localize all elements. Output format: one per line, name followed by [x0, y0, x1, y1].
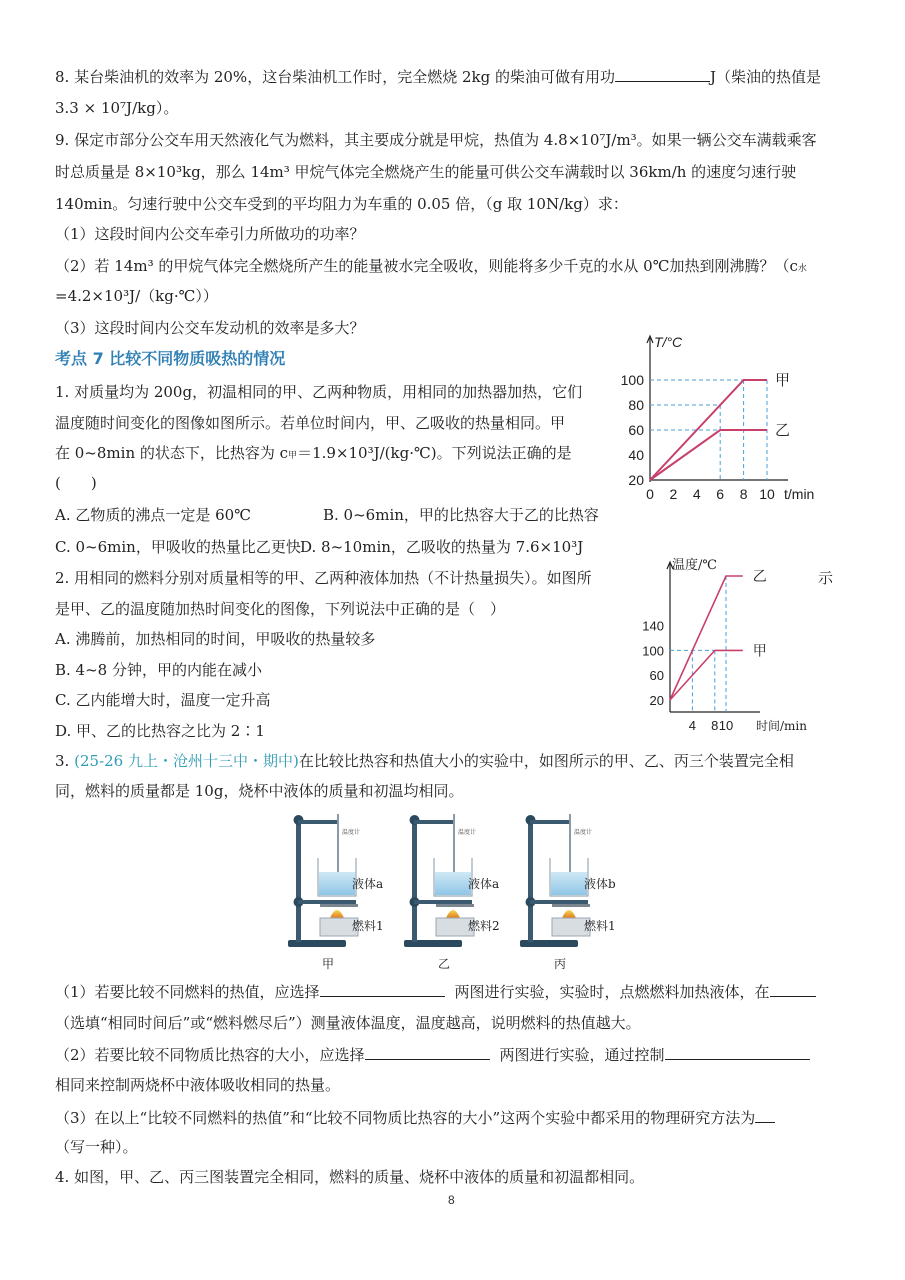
- s3-line2: 同，燃料的质量都是 10g，烧杯中液体的质量和初温均相同。: [55, 782, 464, 800]
- s3-part2: [55, 1044, 810, 1065]
- q8-text: J（柴油的热值是: [709, 68, 821, 86]
- section-heading: 考点 7 比较不同物质吸热的情况: [55, 349, 286, 368]
- s3-part3-cont: （写一种）。: [55, 1138, 138, 1156]
- s1-line1: 1. 对质量均为 200g，初温相同的甲、乙两种物质，用相同的加热器加热，它们: [55, 383, 583, 401]
- x-tick-label: 8: [711, 718, 719, 733]
- apparatus-yi: [404, 814, 500, 971]
- series-label: 乙: [775, 421, 791, 439]
- s2-line2: 是甲、乙的温度随加热时间变化的图像，下列说法中正确的是（ ）: [55, 600, 506, 618]
- s3-part2-cont: 相同来控制两烧杯中液体吸收相同的热量。: [55, 1076, 341, 1094]
- s1-answer-paren[interactable]: ( ): [55, 474, 97, 492]
- apparatus-figure: [280, 806, 630, 976]
- x-tick-label: 8: [739, 486, 748, 502]
- subscript: 甲: [288, 451, 298, 461]
- y-tick-label: 20: [649, 693, 664, 708]
- fuel-label: 燃料1: [352, 919, 384, 933]
- q9-line2: 时总质量是 8×10³kg，那么 14m³ 甲烷气体完全燃烧产生的能量可供公交车满载时以 36km/h 的速度匀速行驶: [55, 163, 797, 181]
- thermometer-label: 温度计: [574, 829, 593, 836]
- fuel-label: 燃料1: [584, 919, 616, 933]
- y-tick-label: 140: [642, 618, 664, 634]
- s1-line3: [55, 443, 572, 466]
- answer-blank[interactable]: [755, 1107, 775, 1123]
- s4-line1: 4. 如图，甲、乙、丙三图装置完全相同，燃料的质量、烧杯中液体的质量和初温都相同。: [55, 1168, 645, 1186]
- y-tick-label: 60: [649, 668, 664, 684]
- s3-line1: [55, 751, 794, 771]
- caption-yi: 乙: [438, 957, 451, 971]
- s2-stray-char: 示: [818, 569, 834, 587]
- y-tick-label: 20: [628, 472, 644, 488]
- s2-option-b: B. 4~8 分钟，甲的内能在减小: [55, 661, 262, 679]
- answer-blank[interactable]: [615, 66, 710, 82]
- series-label: 乙: [752, 569, 767, 585]
- s3-part1-cont: （选填“相同时间后”或“燃料燃尽后”）测量液体温度，温度越高，说明燃料的热值越大。: [55, 1014, 641, 1032]
- x-axis-label: t/min: [784, 486, 815, 502]
- x-tick-label: 0: [646, 486, 654, 502]
- q8-line1: [55, 66, 821, 87]
- answer-blank[interactable]: [365, 1044, 490, 1060]
- series-label: 甲: [752, 643, 767, 660]
- y-tick-label: 80: [628, 397, 644, 413]
- q9-part3: （3）这段时间内公交车发动机的效率是多大？: [55, 319, 365, 337]
- y-tick-label: 60: [628, 422, 644, 438]
- x-tick-label: 10: [718, 718, 734, 733]
- page-number: 8: [448, 1193, 455, 1207]
- liquid-label: 液体b: [584, 877, 616, 891]
- s3-part1: [55, 981, 816, 1002]
- s2-line1: 2. 用相同的燃料分别对质量相等的甲、乙两种液体加热（不计热量损失）。如图所: [55, 569, 592, 587]
- x-tick-label: 4: [692, 486, 701, 502]
- s1-option-b: B. 0~6min，甲的比热容大于乙的比热容: [323, 506, 599, 524]
- s3-text: 两图进行实验，实验时，点燃燃料加热液体，在: [454, 983, 770, 1001]
- liquid-label: 液体a: [352, 877, 384, 891]
- s3-text: （2）若要比较不同物质比热容的大小，应选择: [55, 1046, 365, 1064]
- s1-option-d: D. 8~10min，乙吸收的热量为 7.6×10³J: [300, 538, 584, 556]
- s3-text: 在比较比热容和热值大小的实验中，如图所示的甲、乙、丙三个装置完全相: [298, 752, 794, 770]
- apparatus-bing: [520, 814, 616, 971]
- s1-text: ＝1.9×10³J/(kg·℃)。下列说法正确的是: [297, 444, 572, 462]
- temperature-time-chart-1: [618, 330, 850, 514]
- liquid-label: 液体a: [468, 877, 500, 891]
- s2-option-d: D. 甲、乙的比热容之比为 2∶1: [55, 722, 265, 740]
- fuel-label: 燃料2: [468, 919, 500, 933]
- x-tick-label: 6: [716, 486, 725, 502]
- apparatus-jia: [288, 814, 384, 971]
- y-axis-label: 温度/℃: [672, 558, 717, 573]
- s3-text: 两图进行实验，通过控制: [499, 1046, 665, 1064]
- s1-option-c: C. 0~6min，甲吸收的热量比乙更快: [55, 538, 301, 556]
- series-line-yi: [650, 430, 767, 480]
- answer-blank[interactable]: [665, 1044, 810, 1060]
- q8-line2: 3.3 × 10⁷J/kg）。: [55, 99, 179, 117]
- q9-part1: （1）这段时间内公交车牵引力所做功的功率？: [55, 225, 365, 243]
- thermometer-label: 温度计: [458, 829, 477, 836]
- y-tick-label: 100: [642, 643, 664, 659]
- subscript: 水: [797, 264, 807, 274]
- caption-bing: 丙: [554, 957, 567, 971]
- s1-option-a: A. 乙物质的沸点一定是 60℃: [55, 506, 252, 524]
- s2-option-a: A. 沸腾前，加热相同的时间，甲吸收的热量较多: [55, 630, 376, 648]
- x-tick-label: 10: [759, 486, 775, 502]
- s3-number: 3.: [55, 752, 75, 770]
- x-tick-label: 2: [669, 486, 678, 502]
- s3-text: （3）在以上“比较不同燃料的热值”和“比较不同物质比热容的大小”这两个实验中都采用的物理研究方法为: [55, 1109, 756, 1127]
- q9-text: （2）若 14m³ 的甲烷气体完全燃烧所产生的能量被水完全吸收，则能将多少千克的水从 0℃加热到刚沸腾？（c: [55, 257, 798, 275]
- q9-part2-cont: =4.2×10³J/（kg·℃））: [55, 287, 218, 305]
- q9-line1: 9. 保定市部分公交车用天然液化气为燃料，其主要成分就是甲烷，热值为 4.8×10⁷J/m³。如果一辆公交车满载乘客: [55, 131, 817, 149]
- y-tick-label: 100: [620, 372, 644, 388]
- y-axis-label: T/°C: [654, 334, 683, 350]
- x-axis-label: 时间/min: [756, 719, 807, 733]
- series-line-yi: [670, 576, 743, 700]
- q8-text: 8. 某台柴油机的效率为 20%，这台柴油机工作时，完全燃烧 2kg 的柴油可做有用功: [55, 68, 615, 86]
- s1-line2: 温度随时间变化的图像如图所示。若单位时间内，甲、乙吸收的热量相同。甲: [55, 414, 566, 432]
- answer-blank[interactable]: [320, 981, 445, 997]
- s3-text: （1）若要比较不同燃料的热值，应选择: [55, 983, 320, 1001]
- y-tick-label: 40: [628, 447, 644, 463]
- x-tick-label: 4: [688, 718, 697, 733]
- caption-jia: 甲: [322, 957, 335, 971]
- source-tag: (25-26 九上・沧州十三中・期中): [74, 752, 299, 770]
- answer-blank[interactable]: [770, 981, 816, 997]
- s1-text: 在 0~8min 的状态下，比热容为 c: [55, 444, 289, 462]
- q9-part2: [55, 256, 807, 279]
- series-label: 甲: [775, 371, 791, 389]
- s3-part3: [55, 1107, 775, 1128]
- thermometer-label: 温度计: [342, 829, 361, 836]
- temperature-time-chart-2: [640, 552, 812, 742]
- q9-line3: 140min。匀速行驶中公交车受到的平均阻力为车重的 0.05 倍，（g 取 10N/kg）求：: [55, 195, 628, 213]
- s2-option-c: C. 乙内能增大时，温度一定升高: [55, 691, 271, 709]
